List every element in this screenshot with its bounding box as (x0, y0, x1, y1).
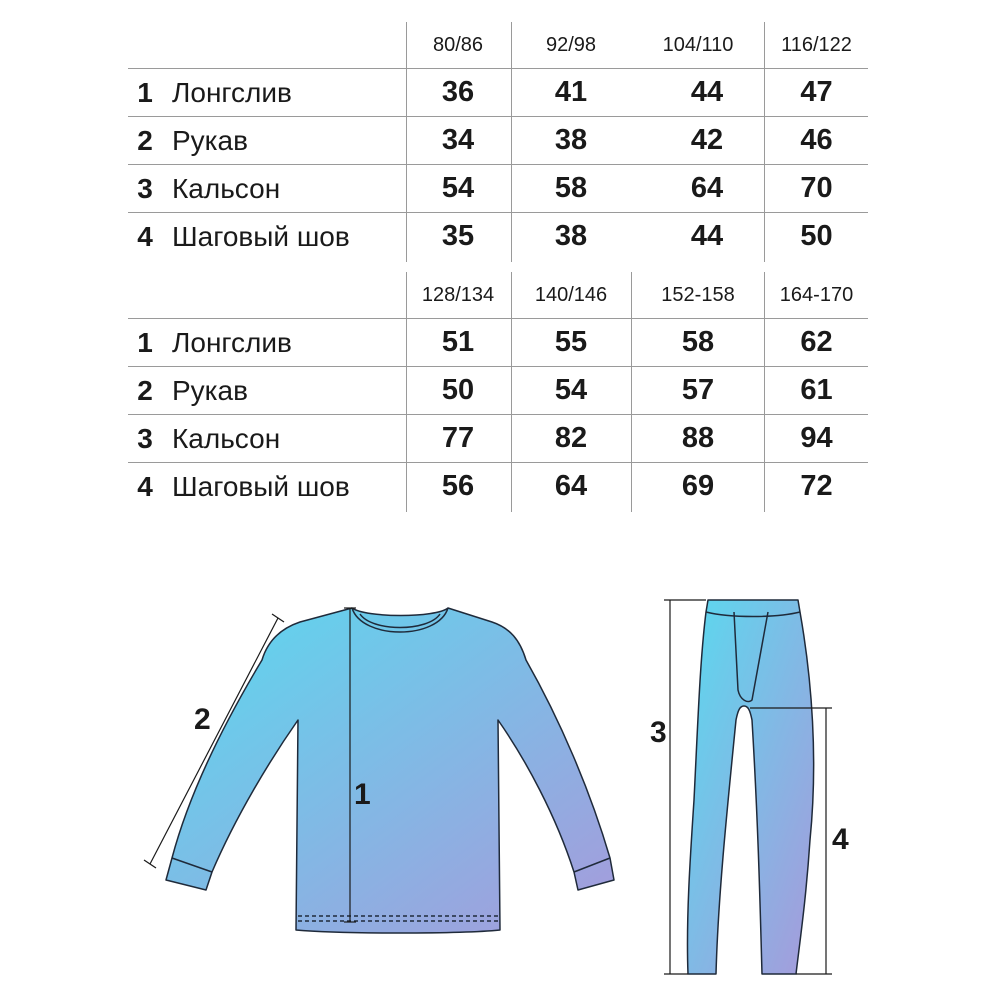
measure-cell: 42 (690, 124, 724, 156)
measure-cell: 70 (800, 172, 833, 204)
measure-cell: 62 (800, 326, 833, 358)
size-header: 116/122 (781, 34, 852, 56)
measure-cell: 44 (690, 76, 724, 108)
size-table-top (128, 22, 868, 260)
table-row (128, 318, 868, 366)
size-header: 104/110 (662, 34, 734, 56)
column-divider (511, 272, 512, 512)
measure-cell: 64 (554, 470, 588, 502)
pants-body (687, 600, 813, 974)
size-header: 152-158 (661, 284, 735, 306)
table-row (128, 116, 868, 164)
length-measure-label: 1 (354, 778, 371, 811)
size-header-row (128, 22, 868, 68)
row-label: Рукав (172, 375, 248, 406)
measure-cell: 35 (441, 220, 475, 252)
row-label: Кальсон (172, 423, 281, 454)
sleeve-measure-label: 2 (194, 703, 211, 736)
row-label: Лонгслив (172, 327, 292, 358)
measure-cell: 38 (554, 124, 588, 156)
row-number: 1 (137, 77, 153, 108)
table-row (128, 414, 868, 462)
measure-cell: 69 (681, 470, 715, 502)
measure-cell: 38 (554, 220, 588, 252)
row-label: Шаговый шов (172, 221, 350, 252)
row-label: Лонгслив (172, 77, 292, 108)
measure-cell: 44 (690, 220, 724, 252)
size-header: 164-170 (779, 284, 854, 306)
row-number: 1 (137, 327, 153, 358)
column-divider (406, 22, 407, 262)
row-number: 3 (137, 423, 153, 454)
measure-cell: 56 (441, 470, 475, 502)
table-row (128, 68, 868, 116)
column-divider (764, 272, 765, 512)
measure-cell: 77 (441, 422, 475, 454)
measure-cell: 61 (800, 374, 833, 406)
garment-illustration (0, 560, 1000, 1000)
measure-cell: 55 (554, 326, 588, 358)
measure-cell: 54 (441, 172, 475, 204)
row-label: Шаговый шов (172, 471, 350, 502)
measure-cell: 57 (681, 374, 715, 406)
size-header: 92/98 (545, 34, 597, 56)
measure-cell: 58 (554, 172, 588, 204)
column-divider (511, 22, 512, 262)
measure-cell: 72 (800, 470, 833, 502)
size-header-row (128, 272, 868, 318)
measure-cell: 82 (554, 422, 588, 454)
outseam-measure-label: 3 (650, 716, 667, 749)
measure-cell: 51 (441, 326, 475, 358)
measure-cell: 64 (690, 172, 724, 204)
table-row (128, 164, 868, 212)
measure-cell: 50 (800, 220, 833, 252)
size-header: 140/146 (534, 284, 608, 306)
measure-cell: 36 (441, 76, 475, 108)
size-table-bottom (128, 272, 868, 510)
row-number: 4 (137, 221, 153, 252)
shirt-body (166, 608, 614, 933)
inseam-measure-label: 4 (832, 823, 849, 856)
table-row (128, 212, 868, 260)
measure-cell: 47 (800, 76, 833, 108)
measure-cell: 58 (681, 326, 715, 358)
measure-cell: 88 (681, 422, 715, 454)
measure-cell: 41 (554, 76, 588, 108)
longsleeve-shirt (166, 608, 614, 933)
measure-cell: 54 (554, 374, 588, 406)
row-label: Рукав (172, 125, 248, 156)
column-divider (631, 272, 632, 512)
size-header: 128/134 (421, 284, 495, 306)
column-divider (764, 22, 765, 262)
row-label: Кальсон (172, 173, 281, 204)
column-divider (406, 272, 407, 512)
long-johns-pants (687, 600, 813, 974)
measure-cell: 50 (441, 374, 475, 406)
measure-cell: 34 (441, 124, 475, 156)
table-row (128, 366, 868, 414)
row-number: 2 (137, 125, 153, 156)
size-header: 80/86 (432, 34, 484, 56)
measure-cell: 94 (800, 422, 833, 454)
table-row (128, 462, 868, 510)
row-number: 2 (137, 375, 153, 406)
measure-cell: 46 (800, 124, 833, 156)
row-number: 4 (137, 471, 153, 502)
row-number: 3 (137, 173, 153, 204)
